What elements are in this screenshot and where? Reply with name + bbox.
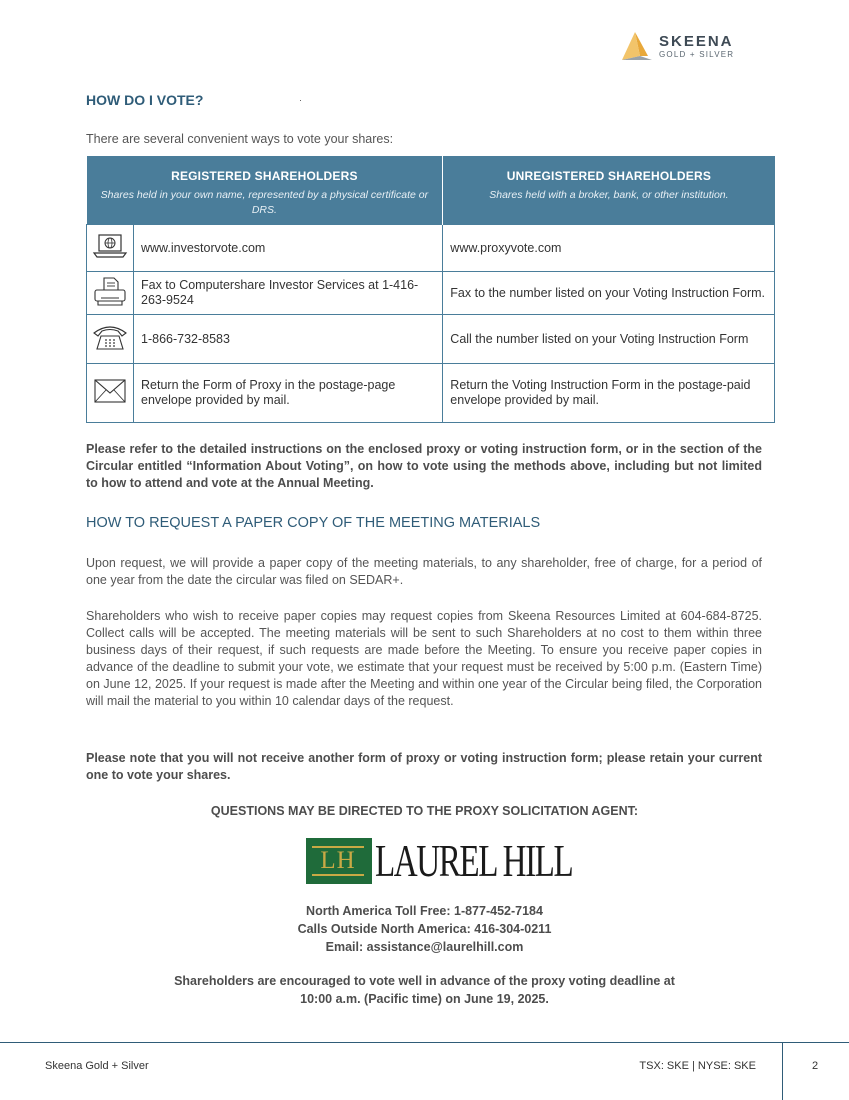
agent-contacts [0,902,849,956]
logo-brand-subtext: GOLD + SILVER [659,50,735,59]
deadline-line-2: 10:00 a.m. (Pacific time) on June 19, 2025. [300,992,549,1006]
telephone-icon [90,322,130,352]
unregistered-method: www.proxyvote.com [443,225,775,272]
registered-method: 1-866-732-8583 [134,315,443,364]
table-row [87,364,775,423]
unregistered-subtitle: Shares held with a broker, bank, or other institution. [489,189,729,201]
table-row [87,272,775,315]
registered-subtitle: Shares held in your own name, represented by a physical certificate or DRS. [100,189,429,216]
vote-intro: There are several convenient ways to vote your shares: [86,132,394,146]
laptop-globe-icon [90,233,130,259]
skeena-mountain-icon [620,30,654,62]
laurel-hill-mark [306,838,372,884]
fax-machine-icon [90,276,130,306]
paper-copy-paragraph-2: Shareholders who wish to receive paper copies may request copies from Skeena Resources Limited at 604-684-8725. Collect calls will be accepted. The meeting materials will be sent to such Shareholders at no cost to them within three business days of their request, if such requests are made before the Meeting. To ensure you receive paper copies in advance of the deadline to submit your vote, we estimate that your request must be received by 5:00 p.m. (Eastern Time) on June 12, 2025. If your request is made after the Meeting and within one year of the Circular being filed, the Corporation will mail the material to you within 10 calendar days of the request. [86,609,762,708]
vote-heading: HOW DO I VOTE? [86,92,204,108]
logo-brand-text: SKEENA [659,33,734,50]
footer-page-divider [782,1042,783,1100]
footer-divider [0,1042,849,1043]
page-number: 2 [812,1060,819,1072]
row-icon-cell [87,225,134,272]
stray-dot [300,100,301,101]
retain-form-note: Please note that you will not receive another form of proxy or voting instruction form; please retain your current one to vote your shares. [86,751,762,782]
registered-method: Return the Form of Proxy in the postage-page envelope provided by mail. [134,364,443,423]
paper-copy-paragraph-1: Upon request, we will provide a paper copy of the meeting materials, to any shareholder, free of charge, for a period of one year from the date the circular was filed on SEDAR+. [86,556,762,587]
registered-title: REGISTERED SHAREHOLDERS [171,169,358,183]
footer-tickers: TSX: SKE | NYSE: SKE [639,1060,756,1072]
voting-instructions-note: Please refer to the detailed instructions on the enclosed proxy or voting instruction form, or in the section of the Circular entitled “Information About Voting”, on how to vote using the methods above, including but not limited to how to attend and vote at the Annual Meeting. [86,442,762,490]
outside-na-line: Calls Outside North America: 416-304-0211 [297,922,552,936]
voting-methods-table [86,156,775,423]
paper-copy-heading: HOW TO REQUEST A PAPER COPY OF THE MEETING MATERIALS [86,515,541,531]
registered-method: www.investorvote.com [134,225,443,272]
unregistered-title: UNREGISTERED SHAREHOLDERS [506,169,712,183]
laurel-hill-logo [306,835,573,886]
unregistered-method: Call the number listed on your Voting Instruction Form [443,315,775,364]
unregistered-method: Fax to the number listed on your Voting Instruction Form. [443,272,775,315]
row-icon-cell [87,272,134,315]
envelope-icon [90,377,130,405]
table-header-row [87,156,775,225]
skeena-logo [620,30,750,64]
toll-free-line: North America Toll Free: 1-877-452-7184 [306,904,543,918]
unregistered-header [443,156,775,225]
table-row [87,225,775,272]
table-row [87,315,775,364]
registered-header [87,156,443,225]
row-icon-cell [87,364,134,423]
footer-company: Skeena Gold + Silver [45,1060,149,1072]
email-line[interactable]: Email: assistance@laurelhill.com [325,940,524,954]
registered-method: Fax to Computershare Investor Services at 1-416-263-9524 [134,272,443,315]
deadline-line-1: Shareholders are encouraged to vote well in advance of the proxy voting deadline at [174,974,675,988]
laurel-hill-wordmark: LAUREL HILL [375,835,573,886]
questions-heading: QUESTIONS MAY BE DIRECTED TO THE PROXY SOLICITATION AGENT: [210,804,639,818]
row-icon-cell [87,315,134,364]
unregistered-method: Return the Voting Instruction Form in the postage-paid envelope provided by mail. [443,364,775,423]
laurel-hill-mark-text: LH [312,846,364,876]
voting-deadline-note [0,972,849,1008]
